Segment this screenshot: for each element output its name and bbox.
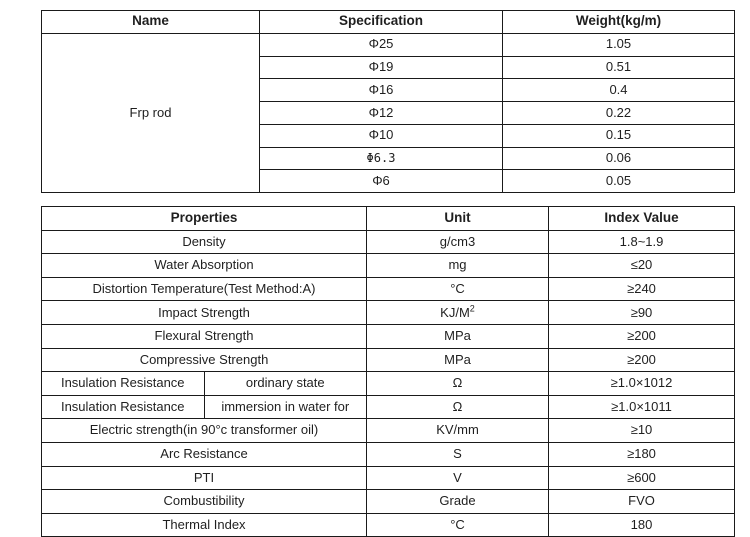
specification-table [41,10,735,193]
table-row [42,490,735,514]
cell-specification [260,147,503,170]
table-row [42,395,735,419]
table-row [42,254,735,278]
cell-weight: 0.15 [503,124,735,147]
cell-property-name: Impact Strength [42,301,367,325]
specification-table-head [42,11,735,34]
cell-specification: Φ19 [260,56,503,79]
table-row [42,348,735,372]
cell-unit: MPa [367,324,549,348]
table-row [42,230,735,254]
cell-index-value: ≥240 [549,277,735,301]
cell-property-name: Flexural Strength [42,324,367,348]
cell-unit: MPa [367,348,549,372]
specification-table-container [41,10,707,193]
cell-weight: 1.05 [503,33,735,56]
cell-index-value: ≥10 [549,419,735,443]
table-row [42,301,735,325]
column-header-index-value: Index Value [549,207,735,231]
cell-property-name: Electric strength(in 90°c transformer oil) [42,419,367,443]
cell-index-value: ≥90 [549,301,735,325]
cell-unit: KV/mm [367,419,549,443]
cell-weight: 0.4 [503,79,735,102]
cell-weight: 0.22 [503,102,735,125]
table-row [42,324,735,348]
cell-unit: mg [367,254,549,278]
column-header-properties: Properties [42,207,367,231]
properties-table-body [42,230,735,537]
cell-product-name: Frp rod [42,33,260,192]
cell-property-name: Density [42,230,367,254]
table-header-row [42,11,735,34]
cell-weight: 0.06 [503,147,735,170]
table-row [42,419,735,443]
table-row [42,277,735,301]
cell-property-condition: immersion in water for [204,395,367,419]
cell-unit: °C [367,277,549,301]
cell-property-name: Water Absorption [42,254,367,278]
table-row [42,372,735,396]
cell-weight: 0.05 [503,170,735,193]
cell-unit: °C [367,513,549,537]
table-row [42,442,735,466]
cell-specification: Φ16 [260,79,503,102]
cell-index-value: FVO [549,490,735,514]
cell-index-value: 1.8~1.9 [549,230,735,254]
column-header-weight: Weight(kg/m) [503,11,735,34]
cell-specification: Φ10 [260,124,503,147]
cell-index-value: ≥180 [549,442,735,466]
column-header-unit: Unit [367,207,549,231]
cell-index-value: ≥1.0×1011 [549,395,735,419]
cell-unit: $KJ/M^2$ [367,301,549,325]
cell-unit: V [367,466,549,490]
cell-property-name: Thermal Index [42,513,367,537]
cell-weight: 0.51 [503,56,735,79]
cell-unit: Ω [367,395,549,419]
cell-property-name: Compressive Strength [42,348,367,372]
cell-property-name: Combustibility [42,490,367,514]
cell-index-value: ≤20 [549,254,735,278]
cell-property-name: Insulation Resistance [42,372,205,396]
column-header-specification: Specification [260,11,503,34]
cell-unit: g/cm3 [367,230,549,254]
properties-table [41,206,735,537]
cell-property-name: Insulation Resistance [42,395,205,419]
table-header-row [42,207,735,231]
cell-index-value: ≥200 [549,348,735,372]
cell-property-name: PTI [42,466,367,490]
table-row [42,33,735,56]
cell-index-value: ≥1.0×1012 [549,372,735,396]
table-row [42,466,735,490]
cell-unit: Ω [367,372,549,396]
cell-property-name: Arc Resistance [42,442,367,466]
cell-unit: S [367,442,549,466]
unit-superscript: 2 [469,303,475,314]
specification-table-body [42,33,735,192]
cell-specification: Φ6 [260,170,503,193]
cell-specification: Φ12 [260,102,503,125]
cell-index-value: ≥200 [549,324,735,348]
cell-specification: Φ25 [260,33,503,56]
specification-text: Φ6.3 [366,151,396,166]
cell-index-value: ≥600 [549,466,735,490]
cell-property-name: Distortion Temperature(Test Method:A) [42,277,367,301]
properties-table-container [41,206,707,537]
table-row [42,513,735,537]
cell-unit: Grade [367,490,549,514]
properties-table-head [42,207,735,231]
cell-property-condition: ordinary state [204,372,367,396]
column-header-name: Name [42,11,260,34]
cell-index-value: 180 [549,513,735,537]
